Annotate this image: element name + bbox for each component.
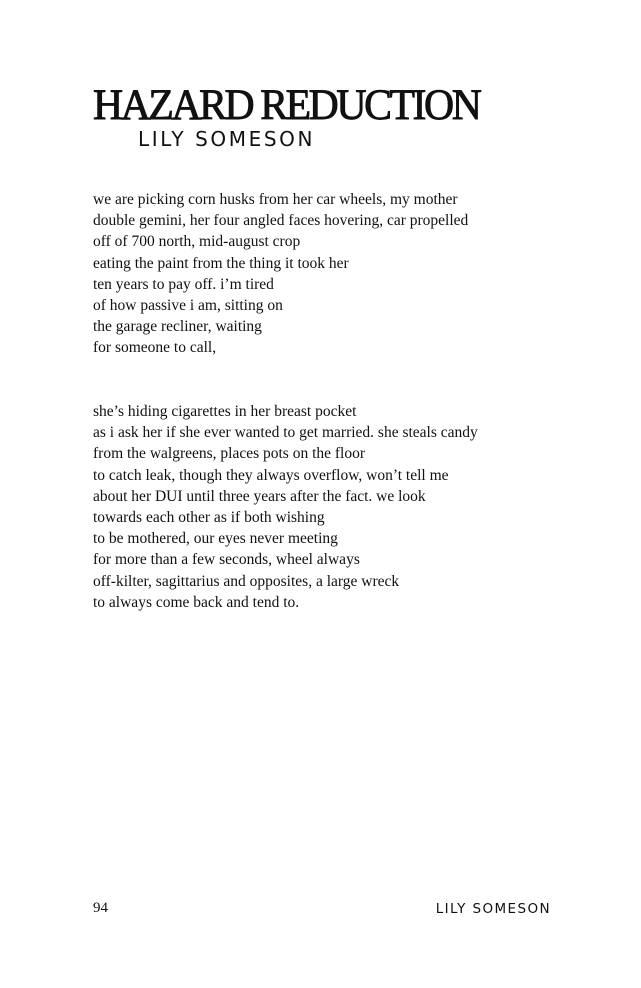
poem-line: as i ask her if she ever wanted to get married. she steals candy [93,424,478,442]
page-number: 94 [93,900,108,916]
poem-line: eating the paint from the thing it took her [93,254,349,272]
poem-line: for someone to call, [93,339,217,357]
poem-line: from the walgreens, places pots on the floor [93,445,366,463]
poem-line: to always come back and tend to. [93,593,300,611]
poem-line: to catch leak, though they always overflow, won’t tell me [93,466,449,484]
running-footer-author: LILY SOMESON [435,901,551,917]
stanza-2 [93,401,478,613]
poem-line: she’s hiding cigarettes in her breast pocket [93,403,357,420]
poem-line: ten years to pay off. i’m tired [93,275,274,293]
poem-line: double gemini, her four angled faces hovering, car propelled [93,212,469,230]
poem-line: for more than a few seconds, wheel always [93,551,360,569]
poem-line: towards each other as if both wishing [93,509,325,527]
poem-line: to be mothered, our eyes never meeting [93,530,338,548]
poem-title: HAZARD REDUCTION [93,82,480,129]
poem-line: the garage recliner, waiting [93,318,262,336]
poem-line: we are picking corn husks from her car wheels, my mother [93,191,458,208]
poem-line: off of 700 north, mid-august crop [93,233,301,251]
poem-line: off-kilter, sagittarius and opposites, a large wreck [93,572,400,590]
poem-line: about her DUI until three years after the fact. we look [93,487,426,505]
stanza-1 [93,189,468,359]
poem-author: LILY SOMESON [138,127,316,151]
poem-line: of how passive i am, sitting on [93,297,283,315]
